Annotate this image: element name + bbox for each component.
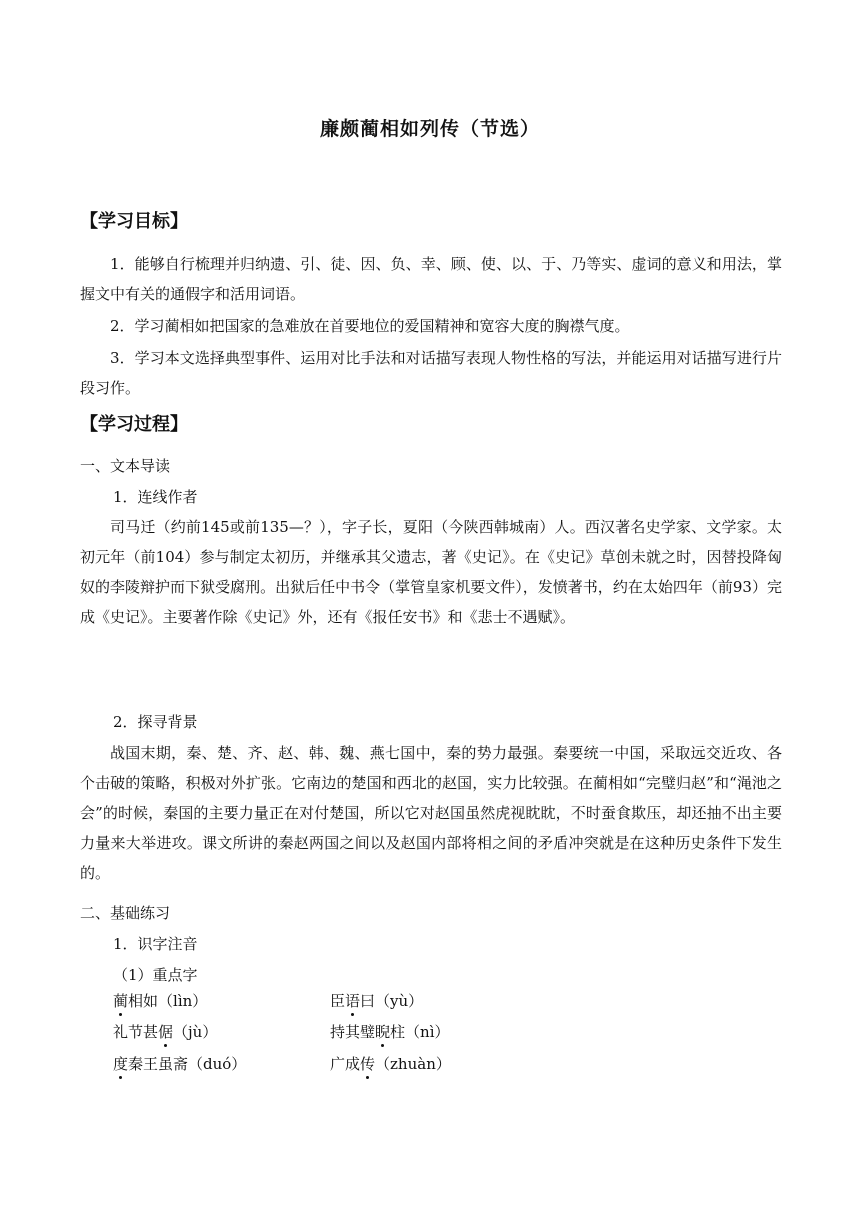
subsection-title-pronunciation: 1．识字注音: [113, 935, 198, 953]
objective-item-3: 3．学习本文选择典型事件、运用对比手法和对话描写表现人物性格的写法，并能运用对话描写进行片段习作。: [80, 349, 782, 397]
subsection-title-author: 1．连线作者: [113, 488, 198, 506]
section-title-basic-practice: 二、基础练习: [80, 904, 171, 922]
emphasis-dot-char: 倨: [158, 1023, 174, 1041]
objective-item-2: 2．学习蔺相如把国家的急难放在首要地位的爱国精神和宽容大度的胸襟气度。: [110, 317, 630, 335]
word-item: 持其璧睨柱（nì）: [330, 1023, 450, 1041]
word-item: 臣语曰（yù）: [330, 992, 424, 1010]
word-item: 礼节甚倨（jù）: [113, 1023, 218, 1041]
subsection-title-key-characters: （1）重点字: [113, 966, 198, 984]
emphasis-dot-char: 传: [360, 1055, 376, 1073]
subsection-title-background: 2．探寻背景: [113, 713, 198, 731]
objectives-heading: 【学习目标】: [80, 211, 188, 232]
emphasis-dot-char: 语: [345, 992, 361, 1010]
word-item: 蔺相如（lìn）: [113, 992, 208, 1010]
author-paragraph: 司马迁（约前145或前135—？），字子长，夏阳（今陕西韩城南）人。西汉著名史学家、文学家。太初元年（前104）参与制定太初历，并继承其父遗志，著《史记》。在《史记》草创未就之时，因替投降匈奴的李陵辩护而下狱受腐刑。出狱后任中书令（掌管皇家机要文件），发愤著书，约在太始四年（前93）完成《史记》。主要著作除《史记》外，还有《报任安书》和《悲士不遇赋》。: [80, 518, 782, 626]
section-title-text-reading: 一、文本导读: [80, 457, 171, 475]
objective-item-1: 1．能够自行梳理并归纳遗、引、徒、因、负、幸、顾、使、以、于、乃等实、虚词的意义和用法，掌握文中有关的通假字和活用词语。: [80, 255, 782, 303]
emphasis-dot-char: 蔺: [113, 992, 129, 1010]
process-heading: 【学习过程】: [80, 414, 188, 435]
emphasis-dot-char: 度: [113, 1055, 129, 1073]
word-item: 广成传（zhuàn）: [330, 1055, 451, 1073]
background-paragraph: 战国末期，秦、楚、齐、赵、韩、魏、燕七国中，秦的势力最强。秦要统一中国，采取远交近攻、各个击破的策略，积极对外扩张。它南边的楚国和西北的赵国，实力比较强。在蔺相如“完璧归赵”和“渑池之会”的时候，秦国的主要力量正在对付楚国，所以它对赵国虽然虎视眈眈，不时蚕食欺压，却还抽不出主要力量来大举进攻。课文所讲的秦赵两国之间以及赵国内部将相之间的矛盾冲突就是在这种历史条件下发生的。: [80, 744, 782, 882]
page-title: 廉颇蔺相如列传（节选）: [319, 118, 540, 140]
emphasis-dot-char: 睨: [375, 1023, 391, 1041]
word-item: 度秦王虽斋（duó）: [113, 1055, 247, 1073]
